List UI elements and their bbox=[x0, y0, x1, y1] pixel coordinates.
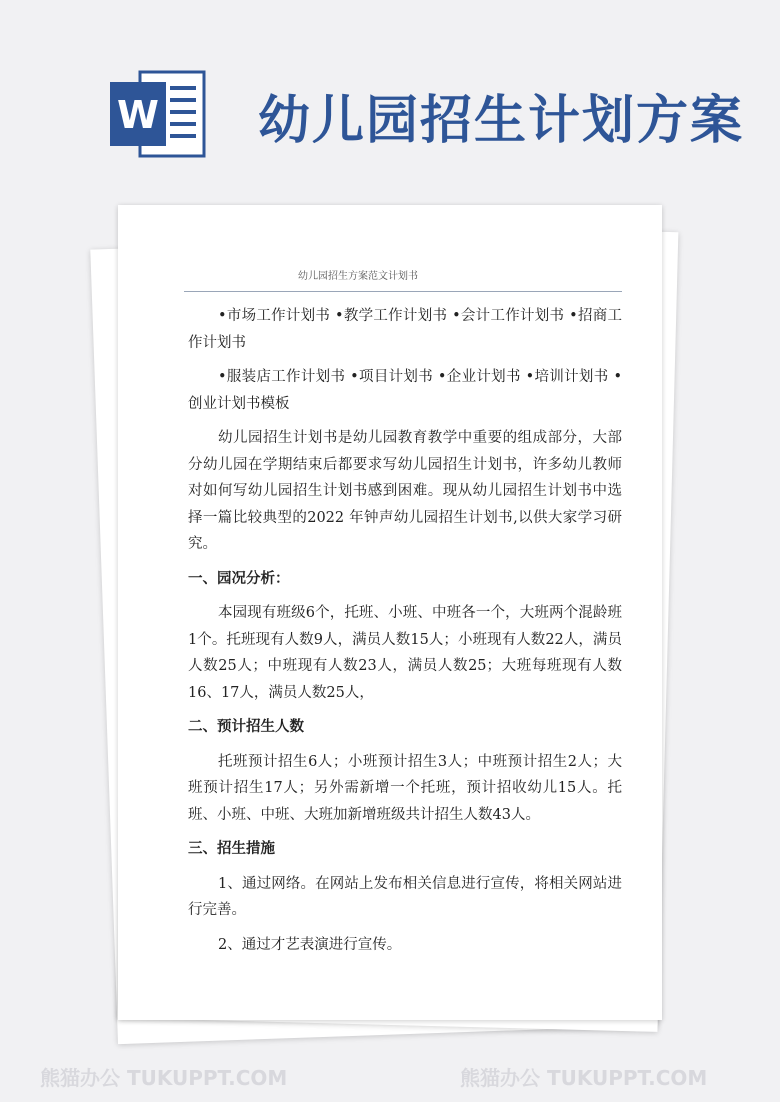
section-heading-3: 三、招生措施 bbox=[188, 840, 275, 857]
svg-text:W: W bbox=[117, 93, 159, 137]
section-paragraph-2: 托班预计招生6人；小班预计招生3人；中班预计招生2人；大班预计招生17人；另外需新增一个托班，预计招收幼儿15人。托班、小班、中班、大班加新增班级共计招生人数43人。 bbox=[188, 753, 622, 823]
header-rule bbox=[184, 291, 622, 292]
watermark: 熊猫办公 TUKUPPT.COM bbox=[40, 1066, 288, 1090]
measure-1: 1、通过网络。在网站上发布相关信息进行宣传，将相关网站进行完善。 bbox=[188, 875, 622, 918]
watermark: 熊猫办公 TUKUPPT.COM bbox=[460, 1066, 708, 1090]
word-icon bbox=[110, 68, 207, 160]
bullet-links-1: •市场工作计划书 •教学工作计划书 •会计工作计划书 •招商工作计划书 bbox=[188, 308, 622, 351]
document-body bbox=[188, 303, 622, 966]
document-page bbox=[118, 205, 662, 1020]
section-paragraph-1: 本园现有班级6个，托班、小班、中班各一个，大班两个混龄班1个。托班现有人数9人，满员人数15人；小班现有人数22人，满员人数25人；中班现有人数23人，满员人数25；大班每班现有人数16、17人，满员人数25人， bbox=[188, 605, 622, 701]
page-header: 幼儿园招生方案范文计划书 bbox=[298, 271, 418, 282]
banner-title: 幼儿园招生计划方案 bbox=[258, 91, 745, 151]
section-heading-2: 二、预计招生人数 bbox=[188, 718, 304, 735]
section-heading-1: 一、园况分析： bbox=[188, 569, 290, 587]
measure-2: 2、通过才艺表演进行宣传。 bbox=[218, 936, 402, 953]
intro-paragraph: 幼儿园招生计划书是幼儿园教育教学中重要的组成部分，大部分幼儿园在学期结束后都要求写幼儿园招生计划书，许多幼儿教师对如何写幼儿园招生计划书感到困难。现从幼儿园招生计划书中选择一篇比较典型的2022 年钟声幼儿园招生计划书,以供大家学习研究。 bbox=[188, 430, 622, 552]
bullet-links-2: •服装店工作计划书 •项目计划书 •企业计划书 •培训计划书 •创业计划书模板 bbox=[188, 369, 622, 412]
